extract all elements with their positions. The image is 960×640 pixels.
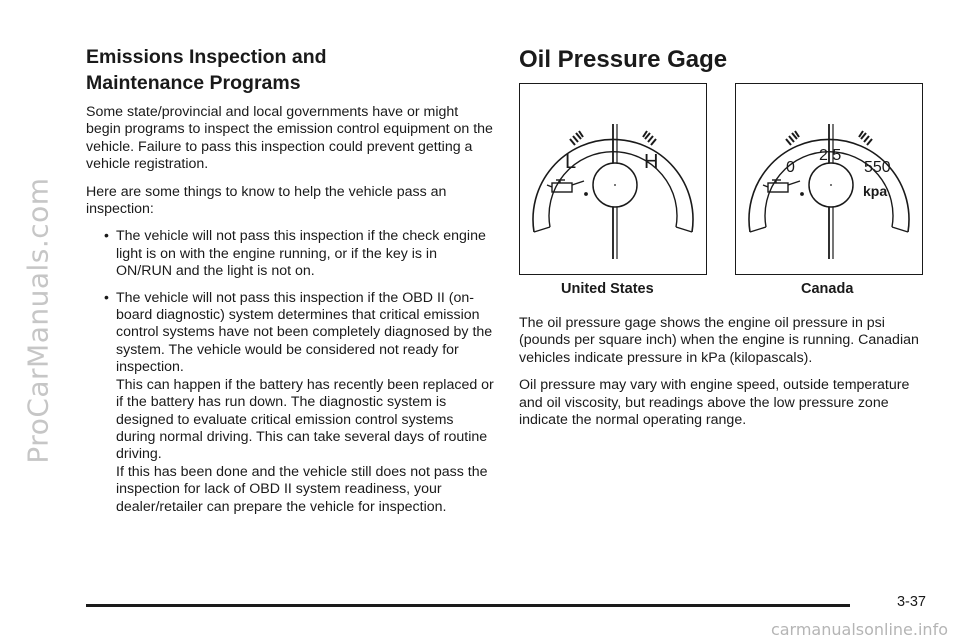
- bullet-text-continued: This can happen if the battery has recently been replaced or if the battery has run down. The diagnostic system is designed to evaluate critical emission control systems during normal driving. This can take several days of routine driving.: [116, 376, 494, 463]
- title-line-1: Emissions Inspection and: [86, 46, 327, 68]
- gauge-us-high-label: H: [644, 151, 659, 173]
- inspection-bullet-list: [86, 228, 494, 516]
- title-line-2: Maintenance Programs: [86, 72, 301, 94]
- bullet-item: [104, 288, 494, 516]
- gauge-illustrations: [519, 83, 929, 315]
- oil-pressure-paragraph-1: The oil pressure gage shows the engine oil pressure in psi (pounds per square inch) when the engine is running. Canadian vehicles indicate pressure in kPa (kilopascals).: [519, 315, 919, 366]
- lead-paragraph: Here are some things to know to help the vehicle pass an inspection:: [86, 183, 447, 218]
- left-column: [86, 44, 494, 525]
- oil-pressure-paragraph-2: Oil pressure may vary with engine speed, outside temperature and oil viscosity, but readings above the low pressure zone indicate the normal operating range.: [519, 377, 910, 429]
- gauge-ca-caption: Canada: [801, 281, 854, 297]
- bullet-text-continued: If this has been done and the vehicle still does not pass the inspection for lack of OBD II system readiness, your dealer/retailer can prepare the vehicle for inspection.: [116, 463, 488, 515]
- emissions-section-title: [86, 44, 494, 96]
- oil-pressure-title: Oil Pressure Gage: [519, 46, 728, 73]
- bullet-text: The vehicle will not pass this inspection if the OBD II (on-board diagnostic) system determines that critical emission control systems have not been completely diagnosed by the system. The vehicle would be considered not ready for inspection.: [116, 289, 493, 376]
- page-number: 3-37: [896, 594, 926, 610]
- footer-rule: [86, 604, 850, 607]
- intro-paragraph: Some state/provincial and local governments have or might begin programs to inspect the emission control equipment on the vehicle. Failure to pass this inspection could prevent getting a vehicle registration.: [86, 104, 493, 173]
- bullet-dot: •: [104, 288, 109, 305]
- gauge-us-graphic: [520, 84, 706, 274]
- bullet-text: The vehicle will not pass this inspection if the check engine light is on with the engine running, or if the key is in ON/RUN and the light is not on.: [116, 228, 486, 280]
- gauge-ca-low-label: 0: [786, 159, 795, 176]
- gauge-ca-unit-label: kpa: [863, 183, 888, 199]
- bottom-watermark: carmanualsonline.info: [770, 620, 948, 639]
- gauge-ca-high-label: 550: [864, 159, 891, 176]
- bullet-dot: •: [104, 227, 109, 244]
- gauge-us-panel: [519, 83, 707, 275]
- gauge-ca-mid-label: 2 5: [819, 147, 842, 164]
- gauge-us-low-label: L: [565, 151, 577, 173]
- gauge-ca-graphic: [736, 84, 922, 274]
- right-column: [519, 44, 929, 439]
- gauge-us-caption: United States: [561, 281, 654, 297]
- side-watermark-text: ProCarManuals.com: [21, 176, 55, 464]
- side-watermark: [8, 0, 68, 640]
- bullet-item: [104, 227, 494, 280]
- gauge-ca-panel: [735, 83, 923, 275]
